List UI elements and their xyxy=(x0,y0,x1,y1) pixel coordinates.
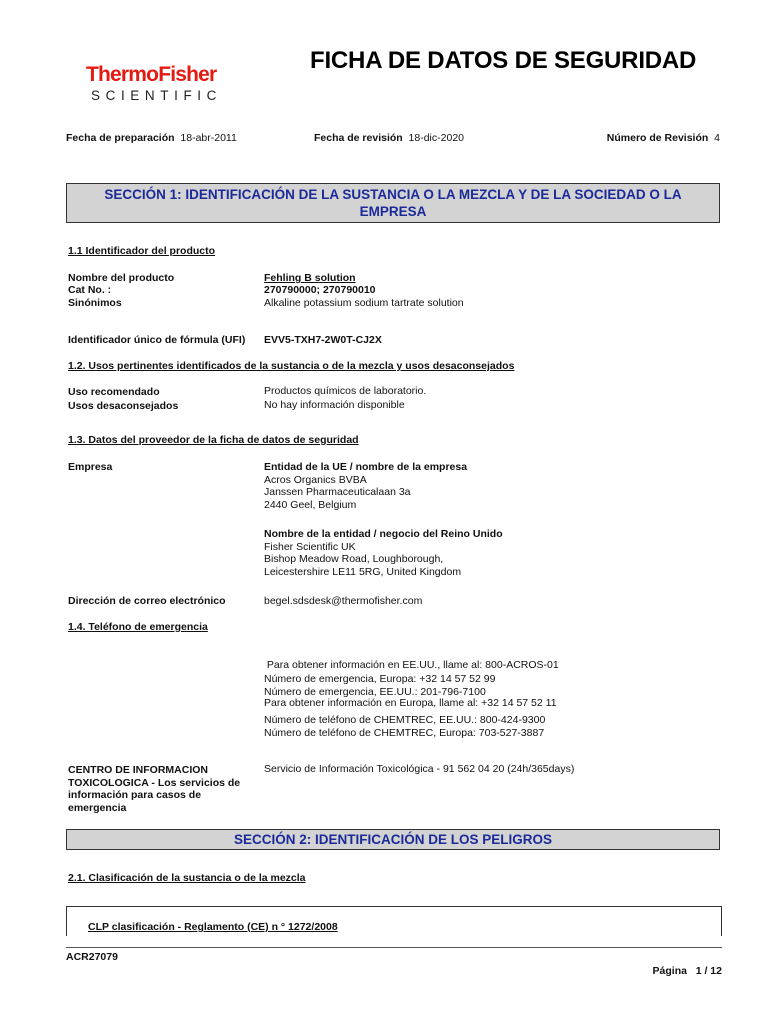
eu-entity-heading: Entidad de la UE / nombre de la empresa xyxy=(264,461,468,473)
toxicology-center-label xyxy=(68,764,258,814)
uk-entity-heading: Nombre de la entidad / negocio del Reino Unido xyxy=(264,528,503,540)
toxicology-label-line: CENTRO DE INFORMACION xyxy=(68,764,208,776)
section1-title-box xyxy=(66,183,720,223)
toxicology-label-line: información para casos de xyxy=(68,789,202,801)
heading-1-3: 1.3. Datos del proveedor de la ficha de datos de seguridad xyxy=(68,434,359,446)
footer-divider xyxy=(66,947,722,948)
cat-value: 270790000; 270790010 xyxy=(264,284,376,296)
eu-address-line: 2440 Geel, Belgium xyxy=(264,498,357,511)
clp-classification-heading: CLP clasificación - Reglamento (CE) n ° 1272/2008 xyxy=(88,921,338,933)
phone-line: Número de emergencia, EE.UU.: 201-796-7100 xyxy=(264,685,486,698)
uk-address-line: Bishop Meadow Road, Loughborough, xyxy=(264,553,444,565)
email-link[interactable]: begel.sdsdesk@thermofisher.com xyxy=(264,595,423,607)
cat-label: Cat No. : xyxy=(68,284,112,296)
phone-line: Número de teléfono de CHEMTREC, Europa: 703-527-3887 xyxy=(264,726,545,739)
eu-address-line: Acros Organics BVBA xyxy=(264,473,367,486)
ufi-value: EVV5-TXH7-2W0T-CJ2X xyxy=(264,334,382,346)
page-number: 1 / 12 xyxy=(695,965,722,977)
synonyms-label: Sinónimos xyxy=(68,297,122,309)
rev-date-label: Fecha de revisión xyxy=(314,132,403,144)
ufi-label: Identificador único de fórmula (UFI) xyxy=(68,334,246,346)
toxicology-label-line: emergencia xyxy=(68,801,127,814)
recommended-use-label: Uso recomendado xyxy=(68,386,160,398)
revision-date xyxy=(314,132,464,144)
phone-line: Para obtener información en EE.UU., llame al: 800-ACROS-01 xyxy=(264,659,559,671)
emergency-number-block xyxy=(264,673,495,698)
eu-company-block xyxy=(264,461,467,511)
phone-line: Número de emergencia, Europa: +32 14 57 52 99 xyxy=(264,673,496,685)
product-name-value: Fehling B solution xyxy=(264,272,356,284)
product-name-label: Nombre del producto xyxy=(68,272,175,284)
phone-line: Número de teléfono de CHEMTREC, EE.UU.: 800-424-9300 xyxy=(264,714,546,726)
uk-company-block xyxy=(264,528,503,578)
rev-num-label: Número de Revisión xyxy=(606,132,709,144)
toxicology-service-value: Servicio de Información Toxicológica - 91 562 04 20 (24h/365days) xyxy=(264,763,575,775)
section2-title: SECCIÓN 2: IDENTIFICACIÓN DE LOS PELIGROS xyxy=(233,832,553,847)
eu-address-line: Janssen Pharmaceuticalaan 3a xyxy=(264,486,411,498)
page-indicator xyxy=(653,965,722,977)
section1-title-line2: EMPRESA xyxy=(359,204,427,219)
uk-address-line: Leicestershire LE11 5RG, United Kingdom xyxy=(264,565,462,578)
rev-date-value: 18-dic-2020 xyxy=(408,132,464,144)
recommended-use-value: Productos químicos de laboratorio. xyxy=(264,385,427,397)
uses-advised-against-value: No hay información disponible xyxy=(264,399,405,411)
heading-1-1: 1.1 Identificador del producto xyxy=(68,245,216,257)
revision-number xyxy=(607,132,720,144)
uk-address-line: Fisher Scientific UK xyxy=(264,540,356,553)
preparation-date xyxy=(66,132,237,144)
section1-title-line1: SECCIÓN 1: IDENTIFICACIÓN DE LA SUSTANCIA O LA MEZCLA Y DE LA SOCIEDAD O LA xyxy=(104,187,682,202)
phone-line: Para obtener información en Europa, llame al: +32 14 57 52 11 xyxy=(264,696,557,709)
toxicology-label-line: TOXICOLOGICA - Los servicios de xyxy=(68,776,241,789)
page-label: Página xyxy=(652,965,687,977)
thermofisher-logo: ThermoFisher xyxy=(86,63,217,86)
synonyms-value: Alkaline potassium sodium tartrate solution xyxy=(264,297,464,309)
heading-2-1: 2.1. Clasificación de la sustancia o de la mezcla xyxy=(68,872,306,884)
heading-1-2: 1.2. Usos pertinentes identificados de la sustancia o de la mezcla y usos desaconsejados xyxy=(68,360,515,372)
prep-value: 18-abr-2011 xyxy=(180,132,237,144)
email-label: Dirección de correo electrónico xyxy=(68,595,226,607)
prep-label: Fecha de preparación xyxy=(66,132,175,144)
rev-num-value: 4 xyxy=(714,132,720,144)
document-title: FICHA DE DATOS DE SEGURIDAD xyxy=(310,47,697,74)
chemtrec-number-block xyxy=(264,714,545,739)
heading-1-4: 1.4. Teléfono de emergencia xyxy=(68,621,208,633)
scientific-logo-text: SCIENTIFIC xyxy=(91,88,223,103)
uses-advised-against-label: Usos desaconsejados xyxy=(68,400,179,412)
company-label: Empresa xyxy=(68,461,113,473)
section2-title-box xyxy=(66,829,720,850)
document-code: ACR27079 xyxy=(66,951,118,963)
